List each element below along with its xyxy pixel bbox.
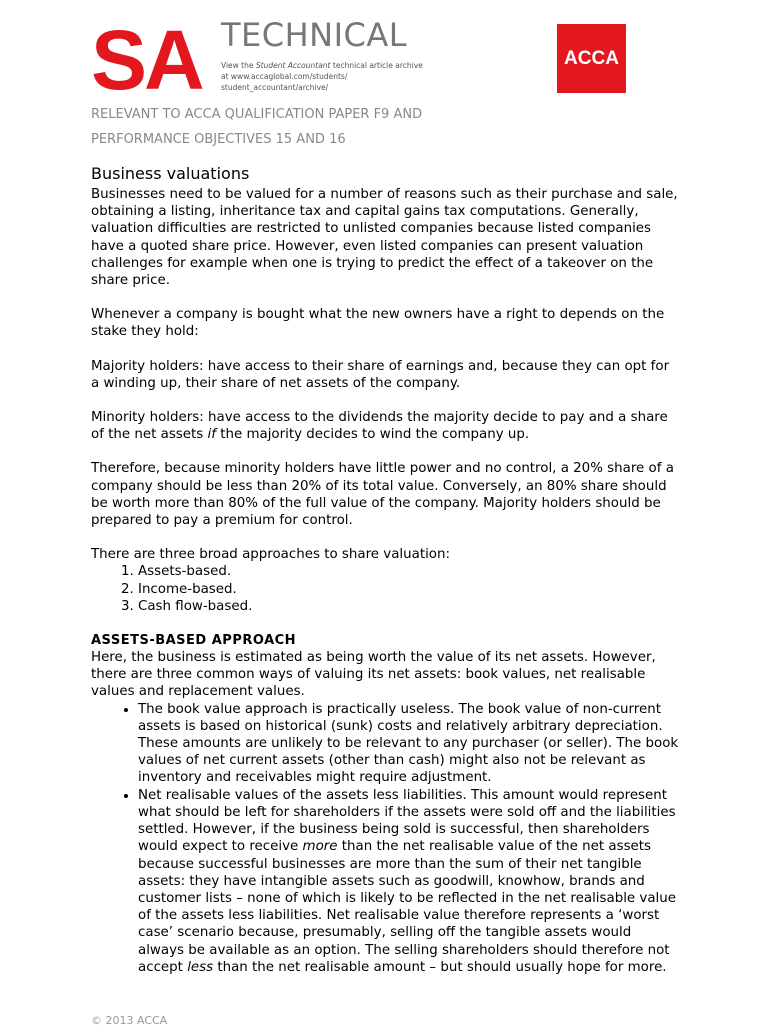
approach-item: 1. Assets-based. (138, 563, 681, 580)
relevance-line-1: RELEVANT TO ACCA QUALIFICATION PAPER F9 AND (91, 107, 423, 122)
copyright: © 2013 ACCA (91, 1014, 168, 1027)
technical-title: TECHNICAL (221, 16, 408, 54)
bullet-book-value: • The book value approach is practically useless. The book value of non-current assets is based on historical (sunk) costs and relatively arbitrary depreciation. These amounts are unlikely to be relevant to any purchaser (or seller). The book values of net current assets (other than cash) might also not be relevant as inventory and receivables might require adjustment. (138, 701, 681, 787)
article-title: Business valuations (91, 164, 250, 183)
paragraph-assets-based: Here, the business is estimated as being worth the value of its net assets. However, there are three common ways of valuing its net assets: book values, net realisable values and replacement values. (91, 650, 656, 700)
bullet-net-realisable: • Net realisable values of the assets less liabilities. This amount would represent what should be left for shareholders if the assets were sold off and the liabilities settled. However, if the business being sold is successful, then shareholders would expect to receive more than the net realisable value of the net assets because successful businesses are more than the sum of their net tangible assets: they have intangible assets such as goodwill, knowhow, brands and customer lists – none of which is likely to be reflected in the net realisable value of the assets less liabilities. Net realisable value therefore represents a ‘worst case’ scenario because, presumably, selling off the tangible assets would always be available as an option. The selling shareholders should therefore not accept less than the net realisable amount – but should usually hope for more. (138, 787, 681, 976)
archive-note: View the Student Accountant technical article archive at www.accaglobal.com/students/ student_accountant/archive/ (221, 61, 423, 92)
paragraph-majority: Majority holders: have access to their share of earnings and, because they can opt for a winding up, their share of net assets of the company. (91, 358, 670, 391)
approach-item: 3. Cash flow-based. (138, 598, 681, 615)
relevance-note (91, 102, 422, 152)
paragraph-minority: Minority holders: have access to the dividends the majority decide to pay and a share of the net assets if the majority decides to wind the company up. (91, 410, 668, 443)
paragraph-control-premium: Therefore, because minority holders have little power and no control, a 20% share of a company should be less than 20% of its total value. Conversely, an 80% share should be worth more than 80% of the full value of the company. Majority holders should be prepared to pay a premium for control. (91, 461, 674, 529)
sa-logo: SA (91, 13, 202, 107)
paragraph-intro: Businesses need to be valued for a number of reasons such as their purchase and sale, obtaining a listing, inheritance tax and capital gains tax computations. Generally, valuation difficulties are restricted to unlisted companies because listed companies have a quoted share price. However, even listed companies can present valuation challenges for example when one is trying to predict the effect of a takeover on the share price. (91, 187, 678, 289)
paragraph-approaches: There are three broad approaches to share valuation: (91, 547, 450, 563)
article-body (91, 163, 681, 976)
relevance-line-2: PERFORMANCE OBJECTIVES 15 AND 16 (91, 132, 346, 147)
valuation-bullets (91, 701, 681, 976)
paragraph-ownership: Whenever a company is bought what the new owners have a right to depends on the stake they hold: (91, 307, 665, 340)
section-heading: ASSETS-BASED APPROACH (91, 633, 297, 649)
approach-item: 2. Income-based. (138, 581, 681, 598)
acca-logo (557, 24, 626, 93)
acca-logo-text: ACCA (564, 47, 619, 69)
approaches-list (91, 563, 681, 615)
